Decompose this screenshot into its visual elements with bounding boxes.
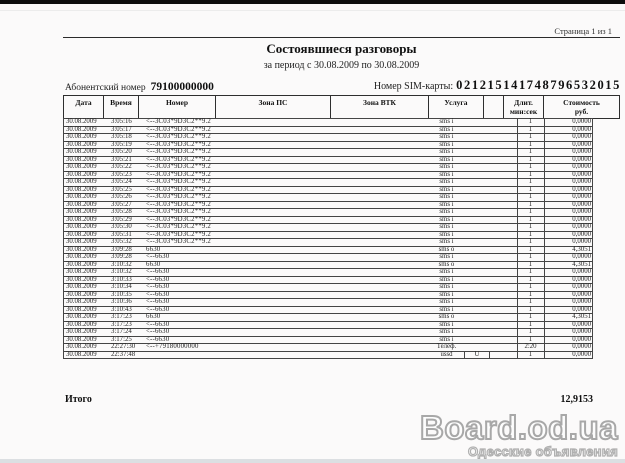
cell-service: sms i <box>439 335 454 343</box>
cell-number: <--3C03*9D3C2**9.2 <box>146 185 212 193</box>
cell-service: sms i <box>439 238 454 245</box>
cell-duration: 1 <box>528 178 533 185</box>
cell-duration: 1 <box>528 170 533 178</box>
cell-service: sms i <box>439 133 454 140</box>
cell-time: 3:05:25 <box>111 185 132 193</box>
cell-duration: 1 <box>528 230 533 238</box>
cell-number: <--3C03*9D3C2**9.2 <box>146 215 212 223</box>
cell-duration: 1 <box>528 328 533 335</box>
cell-duration: 1 <box>528 313 533 320</box>
cell-date: 30.08.2009 <box>66 178 97 185</box>
cell-number: <--3C03*9D3C2**9.2 <box>146 208 212 215</box>
cell-cost: 0,0000 <box>572 238 591 245</box>
cell-number: 6630 <box>146 313 161 320</box>
cell-time: 3:05:22 <box>111 163 132 170</box>
cell-service: sms i <box>439 223 454 230</box>
cell-service: sms i <box>439 185 454 193</box>
cell-cost: 0,0000 <box>572 118 591 125</box>
cell-service: sms i <box>439 290 454 298</box>
col-header-cost <box>544 96 619 118</box>
cell-duration: 1 <box>528 185 533 193</box>
cell-date: 30.08.2009 <box>66 148 97 155</box>
cell-service: sms i <box>439 178 454 185</box>
cell-date: 30.08.2009 <box>66 290 97 298</box>
cell-duration: 1 <box>528 133 533 140</box>
totals-row <box>63 394 593 408</box>
report-period: за период с 30.08.2009 по 30.08.2009 <box>263 60 420 71</box>
cell-number: <--3C03*9D3C2**9.2 <box>146 133 212 140</box>
cell-cost: 0,0000 <box>572 223 591 230</box>
cell-duration: 1 <box>528 268 533 275</box>
cell-cost: 0,0000 <box>572 283 591 290</box>
cell-service: Телеф. <box>436 343 457 350</box>
cell-flag: U <box>464 352 490 359</box>
cell-number: <--3C03*9D3C2**9.2 <box>146 170 212 178</box>
cell-cost: 0,0000 <box>572 320 591 328</box>
cell-date: 30.08.2009 <box>66 350 97 358</box>
cell-number: <--3C03*9D3C2**9.2 <box>146 125 212 133</box>
cell-cost: 0,0000 <box>572 335 591 343</box>
cell-number: <--3C03*9D3C2**9.2 <box>146 230 212 238</box>
account-line <box>63 78 621 94</box>
cell-service: ussd <box>440 350 453 358</box>
cell-date: 30.08.2009 <box>66 275 97 283</box>
col-header-number: Номер <box>139 96 216 118</box>
cell-time: 3:10:33 <box>111 275 132 283</box>
cell-service: sms i <box>439 215 454 223</box>
cell-time: 3:05:16 <box>111 118 132 125</box>
cell-time: 3:09:28 <box>111 245 132 253</box>
sim-label: Номер SIM-карты: <box>373 81 454 92</box>
cell-number: <--3C03*9D3C2**9.2 <box>146 155 212 163</box>
cell-service: sms i <box>439 328 454 335</box>
cell-number: <--3C03*9D3C2**9.2 <box>146 200 212 208</box>
cell-cost: 0,0000 <box>572 125 591 133</box>
cell-cost: 0,0000 <box>572 185 591 193</box>
cell-time: 3:05:27 <box>111 200 132 208</box>
cell-cost: 0,0000 <box>572 178 591 185</box>
cell-time: 3:05:18 <box>111 133 132 140</box>
cell-cost: 0,0000 <box>572 163 591 170</box>
col-header-service: Услуга <box>429 96 484 118</box>
cell-duration: 1 <box>528 193 533 200</box>
cell-date: 30.08.2009 <box>66 200 97 208</box>
cell-duration: 1 <box>528 125 533 133</box>
cell-service: sms i <box>439 193 454 200</box>
cell-cost: 0,0000 <box>572 140 591 148</box>
cell-cost: 0,0000 <box>572 305 591 313</box>
cell-cost: 0,0000 <box>572 328 591 335</box>
call-rows <box>63 119 593 359</box>
col-header-zone-vtk: Зона ВТК <box>331 96 429 118</box>
cell-date: 30.08.2009 <box>66 283 97 290</box>
watermark-logo: Board.od.ua <box>419 409 618 446</box>
cell-date: 30.08.2009 <box>66 328 97 335</box>
cell-duration: 2:20 <box>524 343 537 350</box>
cell-cost: 0,0000 <box>572 298 591 305</box>
cell-service: sms i <box>439 208 454 215</box>
cell-service: sms i <box>439 148 454 155</box>
cell-time: 22:37:48 <box>111 350 136 358</box>
top-scan-bar <box>0 0 625 4</box>
cell-duration: 1 <box>528 155 533 163</box>
duration-header-line1: Длит. <box>514 98 533 107</box>
cell-time: 3:10:43 <box>111 305 132 313</box>
cell-number: <--6630 <box>146 335 170 343</box>
cell-date: 30.08.2009 <box>66 155 97 163</box>
cell-duration: 1 <box>528 245 533 253</box>
cell-service: sms o <box>438 260 455 268</box>
cell-date: 30.08.2009 <box>66 320 97 328</box>
cell-number: <--6630 <box>146 283 170 290</box>
subscriber-number-group <box>65 81 214 93</box>
totals-label: Итого <box>65 394 92 405</box>
cell-service: sms i <box>439 320 454 328</box>
cell-duration: 1 <box>528 335 533 343</box>
cell-number: <--3C03*9D3C2**9.2 <box>146 238 212 245</box>
cell-duration: 1 <box>528 148 533 155</box>
subscriber-number: 79100000000 <box>150 81 214 93</box>
cell-cost: 4,3051 <box>572 245 591 253</box>
cell-date: 30.08.2009 <box>66 343 97 350</box>
cell-date: 30.08.2009 <box>66 208 97 215</box>
cell-date: 30.08.2009 <box>66 193 97 200</box>
cell-cost: 0,0000 <box>572 200 591 208</box>
cell-date: 30.08.2009 <box>66 298 97 305</box>
cell-service: sms i <box>439 298 454 305</box>
cell-cost: 0,0000 <box>572 170 591 178</box>
cell-cost: 0,0000 <box>572 215 591 223</box>
cell-number: <--3C03*9D3C2**9.2 <box>146 140 212 148</box>
cell-duration: 1 <box>528 260 533 268</box>
cell-cost: 4,3051 <box>572 313 591 320</box>
cell-service: sms i <box>439 253 454 260</box>
cell-duration: 1 <box>528 223 533 230</box>
cell-number: <--3C03*9D3C2**9.2 <box>146 148 212 155</box>
cell-cost: 0,0000 <box>572 148 591 155</box>
cell-time: 22:27:30 <box>111 343 136 350</box>
cell-date: 30.08.2009 <box>66 223 97 230</box>
cell-duration: 1 <box>528 350 533 358</box>
cell-date: 30.08.2009 <box>66 133 97 140</box>
watermark-tagline: Одесские объявления <box>467 444 618 459</box>
duration-header-line2: мин:сек <box>509 107 538 117</box>
cell-time: 3:05:31 <box>111 230 132 238</box>
cell-cost: 0,0000 <box>572 343 591 350</box>
cell-duration: 1 <box>528 200 533 208</box>
col-header-date: Дата <box>64 96 104 118</box>
cell-duration: 1 <box>528 208 533 215</box>
bottom-scan-bar <box>0 459 625 463</box>
cell-date: 30.08.2009 <box>66 335 97 343</box>
cell-duration: 1 <box>528 118 533 125</box>
cell-number: 6630 <box>146 245 161 253</box>
cell-number: <--6630 <box>146 268 170 275</box>
cell-cost: 0,0000 <box>572 253 591 260</box>
cell-date: 30.08.2009 <box>66 215 97 223</box>
cell-number: <--6630 <box>146 253 170 260</box>
cell-time: 3:17:24 <box>111 328 132 335</box>
cell-duration: 1 <box>528 253 533 260</box>
cell-time: 3:05:21 <box>111 155 132 163</box>
cell-date: 30.08.2009 <box>66 313 97 320</box>
cell-number: <--3C03*9D3C2**9.2 <box>146 118 212 125</box>
cell-date: 30.08.2009 <box>66 185 97 193</box>
col-header-duration <box>504 96 544 118</box>
cell-date: 30.08.2009 <box>66 163 97 170</box>
cell-time: 3:10:34 <box>111 283 132 290</box>
cell-date: 30.08.2009 <box>66 125 97 133</box>
report-title: Состоявшиеся разговоры <box>266 41 417 56</box>
header-rule <box>63 37 620 38</box>
cell-time: 3:09:28 <box>111 253 132 260</box>
cell-date: 30.08.2009 <box>66 170 97 178</box>
cell-time: 3:05:28 <box>111 208 132 215</box>
cell-service: sms i <box>439 170 454 178</box>
cell-cost: 0,0000 <box>572 350 591 358</box>
cell-cost: 0,0000 <box>572 268 591 275</box>
cell-number: <--6630 <box>146 320 170 328</box>
watermark <box>420 411 618 458</box>
cell-service: sms i <box>439 163 454 170</box>
sim-number: 021215141748796532015 <box>456 78 621 92</box>
sim-number-group <box>374 78 621 93</box>
col-header-time: Время <box>104 96 139 118</box>
cell-duration: 1 <box>528 140 533 148</box>
cell-number: <--6630 <box>146 298 170 305</box>
cell-service: sms i <box>439 283 454 290</box>
cell-time: 3:05:24 <box>111 178 132 185</box>
cell-service: sms i <box>439 118 454 125</box>
cost-header-line1: Стоимость <box>563 98 600 107</box>
cell-number: 6630 <box>146 260 161 268</box>
cell-time: 3:05:26 <box>111 193 132 200</box>
cell-date: 30.08.2009 <box>66 238 97 245</box>
cell-duration: 1 <box>528 275 533 283</box>
cell-time: 3:05:17 <box>111 125 132 133</box>
cell-date: 30.08.2009 <box>66 305 97 313</box>
cell-cost: 0,0000 <box>572 133 591 140</box>
cell-time: 3:10:32 <box>111 268 132 275</box>
cell-time: 3:17:23 <box>111 313 132 320</box>
cell-time: 3:05:19 <box>111 140 132 148</box>
cell-date: 30.08.2009 <box>66 268 97 275</box>
cell-date: 30.08.2009 <box>66 253 97 260</box>
cell-service: sms i <box>439 268 454 275</box>
cell-number: <--6630 <box>146 290 170 298</box>
cell-duration: 1 <box>528 163 533 170</box>
cell-date: 30.08.2009 <box>66 245 97 253</box>
table-row <box>63 351 593 360</box>
cell-number: <--6630 <box>146 275 170 283</box>
cell-date: 30.08.2009 <box>66 140 97 148</box>
cell-duration: 1 <box>528 283 533 290</box>
cell-service: sms i <box>439 275 454 283</box>
cell-time: 3:05:20 <box>111 148 132 155</box>
cell-number: <--3C03*9D3C2**9.2 <box>146 223 212 230</box>
cell-service: sms i <box>439 140 454 148</box>
col-header-zone-ps: Зона ПС <box>216 96 331 118</box>
cell-duration: 1 <box>528 298 533 305</box>
cell-cost: 0,0000 <box>572 290 591 298</box>
cell-service: sms i <box>439 155 454 163</box>
cell-service: sms o <box>438 313 455 320</box>
cell-service: sms i <box>439 305 454 313</box>
col-header-flag <box>484 96 504 118</box>
cell-service: sms o <box>438 245 455 253</box>
cell-cost: 0,0000 <box>572 275 591 283</box>
totals-value: 12,9153 <box>560 394 593 405</box>
cell-number: <--3C03*9D3C2**9.2 <box>146 193 212 200</box>
cell-date: 30.08.2009 <box>66 260 97 268</box>
cell-service: sms i <box>439 125 454 133</box>
table-header-row <box>63 95 620 119</box>
cell-time: 3:05:32 <box>111 238 132 245</box>
cell-date: 30.08.2009 <box>66 230 97 238</box>
cell-time: 3:05:29 <box>111 215 132 223</box>
cell-time: 3:05:23 <box>111 170 132 178</box>
scan-artifact-line <box>0 10 625 11</box>
cell-number: <--3C03*9D3C2**9.2 <box>146 163 212 170</box>
cell-cost: 0,0000 <box>572 208 591 215</box>
cell-service: sms i <box>439 230 454 238</box>
cell-cost: 0,0000 <box>572 193 591 200</box>
subscriber-label: Абонентский номер <box>65 83 146 93</box>
cell-number: <--+79180000000 <box>146 343 199 350</box>
cell-cost: 4,3051 <box>572 260 591 268</box>
cell-duration: 1 <box>528 215 533 223</box>
cell-time: 3:10:36 <box>111 298 132 305</box>
cell-time: 3:10:35 <box>111 290 132 298</box>
cell-cost: 0,0000 <box>572 230 591 238</box>
cell-time: 3:17:25 <box>111 335 132 343</box>
cost-header-line2: руб. <box>574 107 589 117</box>
cell-cost: 0,0000 <box>572 155 591 163</box>
cell-time: 3:10:32 <box>111 260 132 268</box>
cell-time: 3:05:30 <box>111 223 132 230</box>
cell-duration: 1 <box>528 305 533 313</box>
page-number: Страница 1 из 1 <box>554 26 612 36</box>
cell-number: <--6630 <box>146 328 170 335</box>
cell-service: sms i <box>439 200 454 208</box>
cell-duration: 1 <box>528 238 533 245</box>
cell-duration: 1 <box>528 290 533 298</box>
cell-time: 3:17:23 <box>111 320 132 328</box>
cell-number: <--6630 <box>146 305 170 313</box>
cell-date: 30.08.2009 <box>66 118 97 125</box>
cell-duration: 1 <box>528 320 533 328</box>
cell-number: <--3C03*9D3C2**9.2 <box>146 178 212 185</box>
